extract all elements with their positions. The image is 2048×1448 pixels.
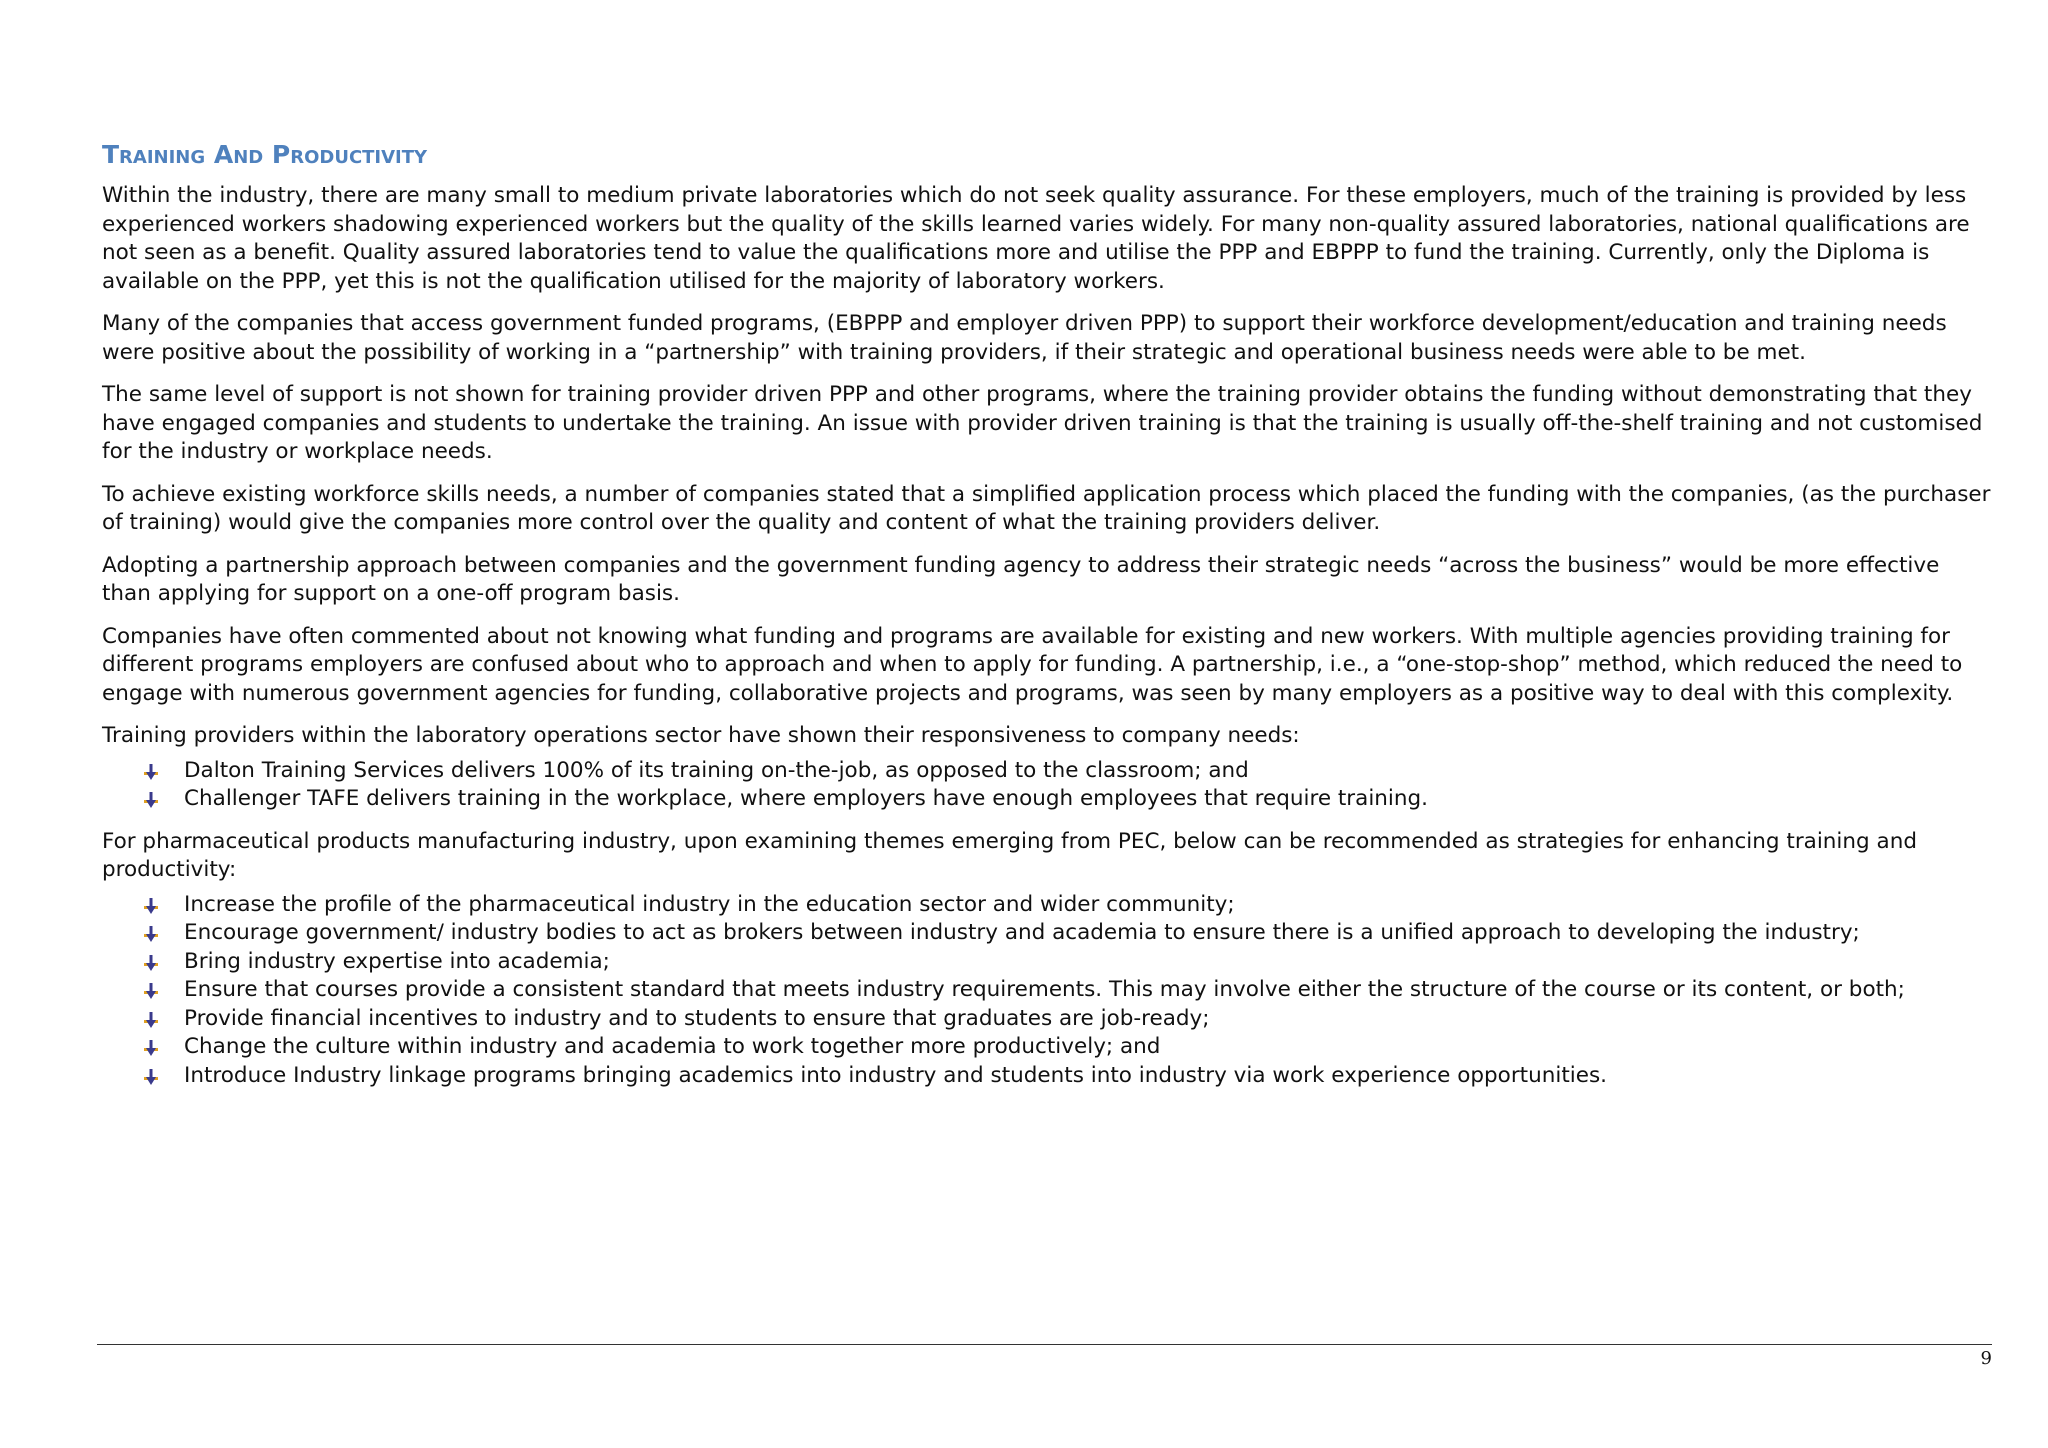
paragraph: Many of the companies that access government funded programs, (EBPPP and employer driven PPP) to support their workforce development/education and training needs were positive about the possibility of working in a “partnership” with training providers, if their strategic and operational business needs were able to be met. (102, 311, 1947, 365)
list-item-text: Provide financial incentives to industry and to students to ensure that graduates are job-ready; (184, 1005, 1210, 1031)
list-item (142, 1033, 1992, 1062)
list-item (142, 919, 1992, 948)
down-arrow-bullet-icon (142, 897, 160, 915)
down-arrow-bullet-icon (142, 763, 160, 781)
paragraph: Adopting a partnership approach between companies and the government funding agency to address their strategic needs “across the business” would be more effective than applying for support on a one-off program basis. (102, 552, 1940, 606)
list-item (142, 976, 1992, 1005)
list-item (142, 757, 1992, 786)
list-item-text: Introduce Industry linkage programs bringing academics into industry and students into industry via work experience opportunities. (184, 1062, 1607, 1088)
list-item-text: Dalton Training Services delivers 100% of its training on-the-job, as opposed to the classroom; and (184, 757, 1249, 783)
list-item-text: Encourage government/ industry bodies to act as brokers between industry and academia to ensure there is a unified approach to developing the industry; (184, 920, 1860, 945)
list-item-text: Change the culture within industry and academia to work together more productively; and (184, 1034, 1161, 1059)
section-heading: Training And Productivity (102, 140, 428, 169)
paragraph: Within the industry, there are many small to medium private laboratories which do not seek quality assurance. For these employers, much of the training is provided by less experienced workers shadowing experienced workers but the quality of the skills learned varies widely. For many non-quality assured laboratories, national qualifications are not seen as a benefit. Quality assured laboratories tend to value the qualifications more and utilise the PPP and EBPPP to fund the training. Currently, only the Diploma is available on the PPP, yet this is not the qualification utilised for the majority of laboratory workers. (102, 183, 1970, 294)
list-item (142, 891, 1992, 920)
footer-divider (97, 1344, 1992, 1345)
paragraph: The same level of support is not shown for training provider driven PPP and other programs, where the training provider obtains the funding without demonstrating that they have engaged companies and students to undertake the training. An issue with provider driven training is that the training is usually off-the-shelf training and not customised for the industry or workplace needs. (102, 382, 1983, 464)
down-arrow-bullet-icon (142, 1068, 160, 1086)
paragraph: For pharmaceutical products manufacturing industry, upon examining themes emerging from PEC, below can be recommended as strategies for enhancing training and productivity: (102, 828, 1917, 882)
down-arrow-bullet-icon (142, 925, 160, 943)
down-arrow-bullet-icon (142, 982, 160, 1000)
list-item (142, 1005, 1992, 1034)
bullet-list-training-providers (102, 757, 1992, 814)
down-arrow-bullet-icon (142, 954, 160, 972)
bullet-list-strategies (102, 891, 1992, 1091)
paragraph: To achieve existing workforce skills needs, a number of companies stated that a simplified application process which placed the funding with the companies, (as the purchaser of training) would give the companies more control over the quality and content of what the training providers deliver. (102, 481, 1991, 535)
list-item-text: Bring industry expertise into academia; (184, 948, 610, 974)
paragraph: Companies have often commented about not knowing what funding and programs are available for existing and new workers. With multiple agencies providing training for different programs employers are confused about who to approach and when to apply for funding. A partnership, i.e., a “one-stop-shop” method, which reduced the need to engage with numerous government agencies for funding, collaborative projects and programs, was seen by many employers as a positive way to deal with this complexity. (102, 623, 1963, 706)
page-number: 9 (1980, 1348, 1992, 1369)
down-arrow-bullet-icon (142, 1011, 160, 1029)
page-content (102, 140, 1992, 1104)
list-item-text: Challenger TAFE delivers training in the workplace, where employers have enough employees that require training. (184, 786, 1429, 811)
list-item-text: Ensure that courses provide a consistent standard that meets industry requirements. This may involve either the structure of the course or its content, or both; (184, 977, 1905, 1002)
list-item (142, 948, 1992, 977)
list-item (142, 785, 1992, 814)
paragraph: Training providers within the laboratory operations sector have shown their responsiveness to company needs: (102, 723, 1300, 748)
list-item-text: Increase the profile of the pharmaceutical industry in the education sector and wider community; (184, 891, 1235, 917)
down-arrow-bullet-icon (142, 1039, 160, 1057)
list-item (142, 1062, 1992, 1091)
down-arrow-bullet-icon (142, 791, 160, 809)
